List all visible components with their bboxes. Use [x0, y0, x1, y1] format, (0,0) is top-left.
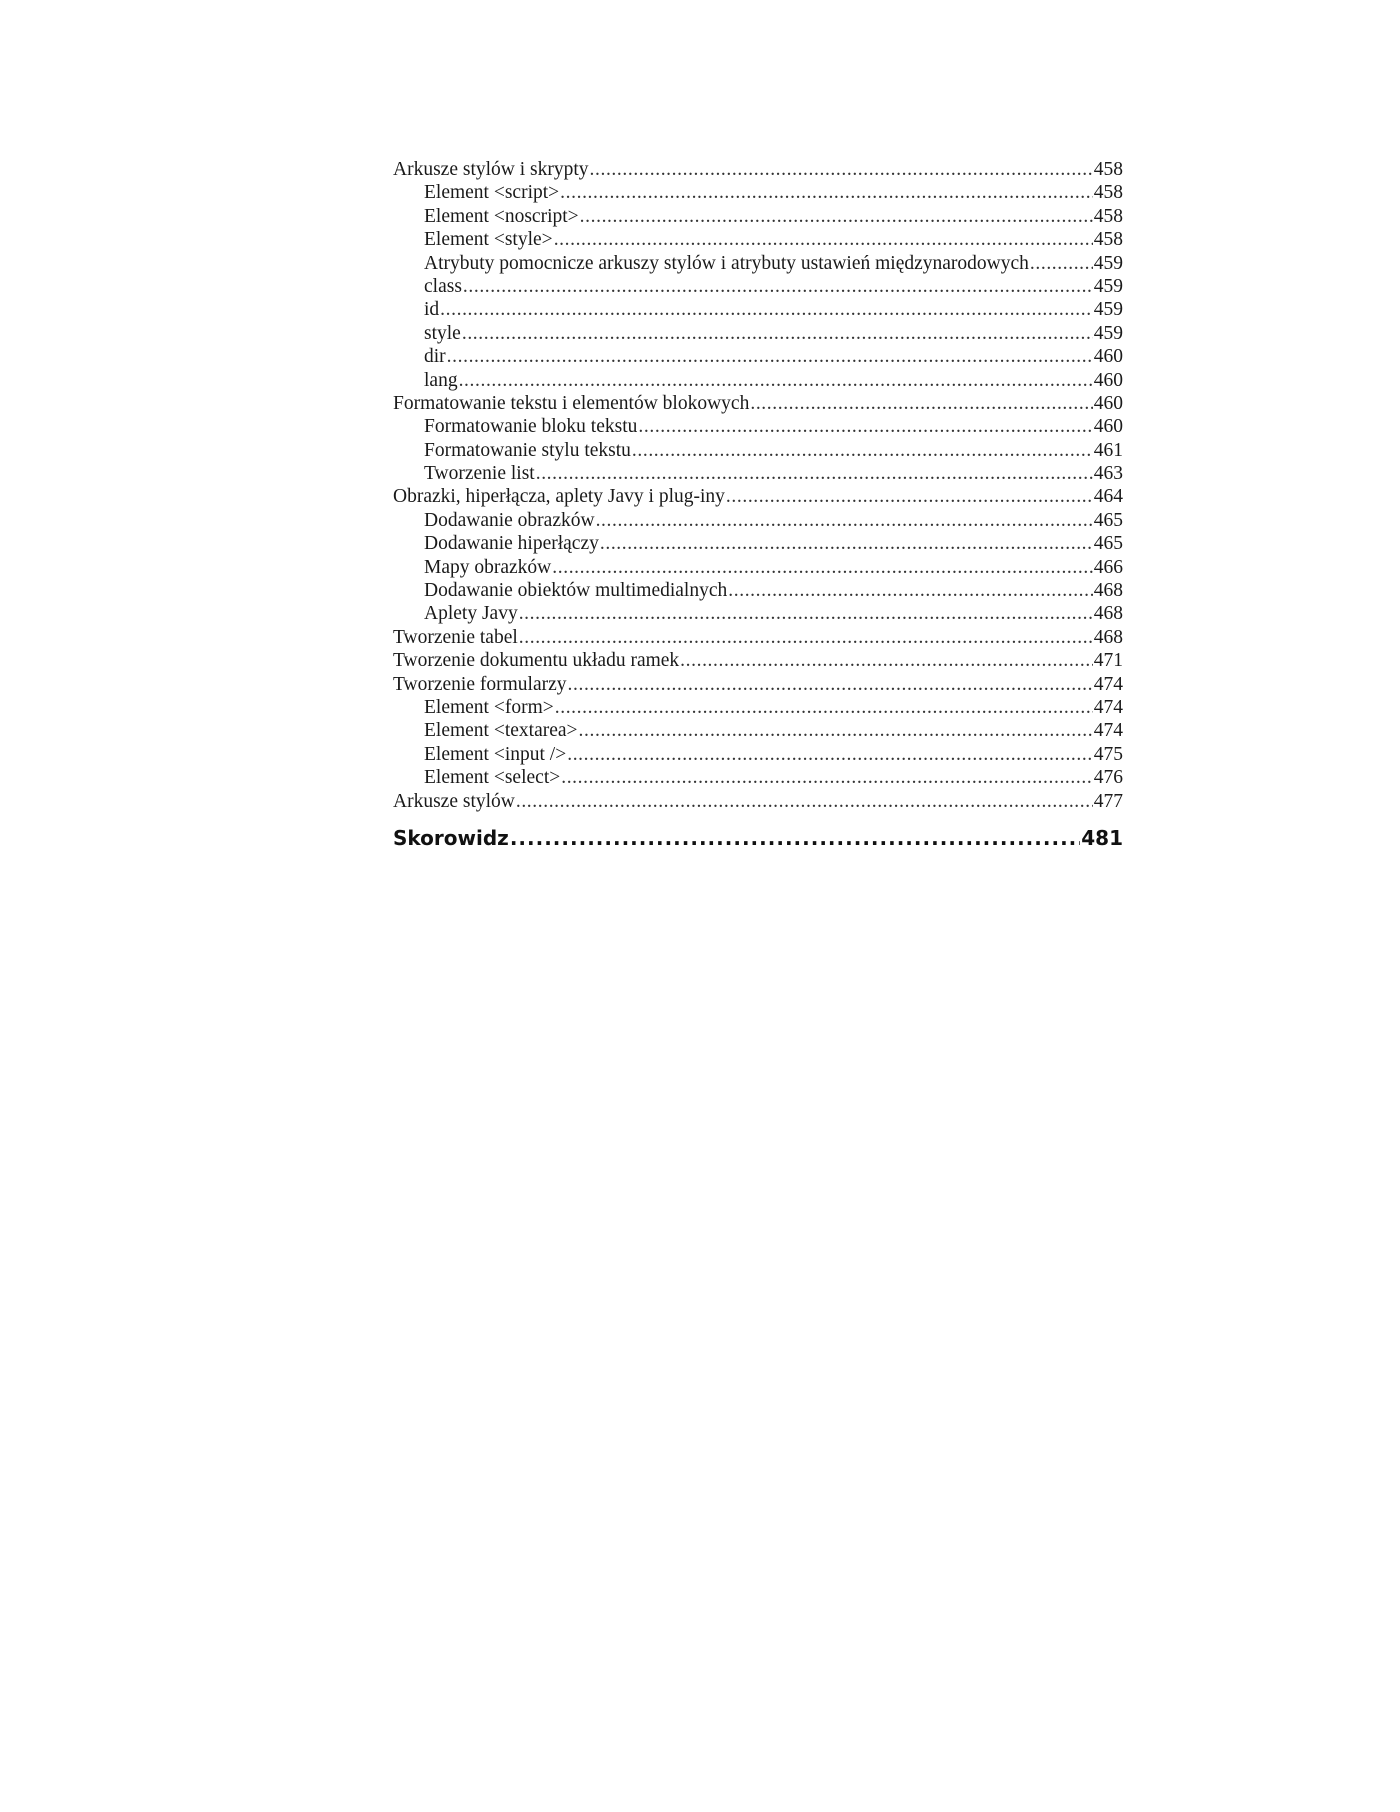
toc-entry-page: 465 — [1093, 509, 1123, 531]
dot-leader — [554, 228, 1093, 251]
toc-entry-page: 459 — [1093, 275, 1123, 297]
toc-entry-title: Element <form> — [424, 696, 554, 718]
toc-entry-page: 474 — [1093, 673, 1123, 695]
toc-entry-page: 468 — [1093, 580, 1123, 602]
dot-leader — [463, 275, 1093, 298]
toc-entry-title: Element <textarea> — [424, 720, 578, 742]
dot-leader — [680, 649, 1093, 672]
toc-entry-title: Tworzenie dokumentu układu ramek — [393, 650, 680, 672]
toc-entry — [393, 579, 1123, 602]
toc-entry-page: 471 — [1093, 650, 1123, 672]
toc-entry — [393, 556, 1123, 579]
toc-entry-title: Tworzenie tabel — [393, 626, 518, 648]
toc-entry — [393, 392, 1123, 415]
dot-leader — [462, 322, 1093, 345]
toc-entry — [393, 298, 1123, 321]
toc-entry — [393, 181, 1123, 204]
table-of-contents — [393, 158, 1123, 852]
toc-entry-title: Element <style> — [424, 229, 553, 251]
dot-leader — [552, 556, 1092, 579]
toc-entry-title: Aplety Javy — [424, 603, 518, 625]
toc-entry — [393, 766, 1123, 789]
dot-leader — [580, 205, 1093, 228]
dot-leader — [561, 766, 1093, 789]
toc-entry — [393, 626, 1123, 649]
toc-entry — [393, 415, 1123, 438]
toc-entry — [393, 790, 1123, 813]
toc-entry-page: 474 — [1093, 696, 1123, 718]
toc-entry — [393, 228, 1123, 251]
toc-entry-title: Tworzenie list — [424, 463, 535, 485]
toc-entry-title: Arkusze stylów — [393, 790, 515, 812]
dot-leader — [590, 158, 1093, 181]
toc-entry-title: Dodawanie obiektów multimedialnych — [424, 580, 728, 602]
toc-entry — [393, 485, 1123, 508]
toc-entry-page: 458 — [1093, 159, 1123, 180]
dot-leader — [440, 298, 1093, 321]
dot-leader — [516, 790, 1093, 813]
dot-leader — [447, 345, 1093, 368]
toc-entry-title: Dodawanie obrazków — [424, 509, 595, 531]
toc-entry-page: 468 — [1093, 626, 1123, 648]
toc-entry — [393, 743, 1123, 766]
dot-leader — [567, 743, 1093, 766]
toc-entry — [393, 158, 1123, 181]
toc-entry-page: 459 — [1093, 299, 1123, 321]
toc-entry-page: 474 — [1093, 720, 1123, 742]
toc-entry-page: 460 — [1093, 392, 1123, 414]
toc-entry-title: Dodawanie hiperłączy — [424, 533, 599, 555]
toc-entry-title: Formatowanie bloku tekstu — [424, 416, 638, 438]
toc-entry-page: 477 — [1093, 790, 1123, 812]
toc-entry-page: 458 — [1093, 229, 1123, 251]
toc-entry-title: id — [424, 299, 440, 321]
dot-leader — [1030, 252, 1093, 275]
toc-entry-page: 468 — [1093, 603, 1123, 625]
toc-entry-page: 465 — [1093, 533, 1123, 555]
toc-entry-title: Mapy obrazków — [424, 556, 552, 578]
toc-entry-title: Element <script> — [424, 182, 560, 204]
dot-leader — [600, 532, 1093, 555]
toc-entry — [393, 369, 1123, 392]
toc-entry — [393, 673, 1123, 696]
toc-entry — [393, 509, 1123, 532]
toc-entry-title: Element <input /> — [424, 743, 567, 765]
dot-leader — [632, 439, 1093, 462]
toc-entry-title: Obrazki, hiperłącza, aplety Javy i plug-iny — [393, 486, 725, 508]
toc-entry-title: dir — [424, 346, 446, 368]
toc-entry-page: 464 — [1093, 486, 1123, 508]
toc-entry-page: 475 — [1093, 743, 1123, 765]
toc-entry-title: Formatowanie tekstu i elementów blokowych — [393, 392, 750, 414]
toc-entry-title: Element <select> — [424, 767, 561, 789]
dot-leader — [726, 485, 1093, 508]
toc-entry-page: 459 — [1093, 322, 1123, 344]
dot-leader — [596, 509, 1093, 532]
toc-entry-page: 481 — [1081, 825, 1123, 850]
toc-entry — [393, 205, 1123, 228]
toc-entry-page: 476 — [1093, 767, 1123, 789]
toc-entry-page: 460 — [1093, 369, 1123, 391]
toc-entry-title: Tworzenie formularzy — [393, 673, 567, 695]
toc-index-entry — [393, 824, 1123, 852]
dot-leader — [579, 719, 1093, 742]
dot-leader — [555, 696, 1093, 719]
toc-entry — [393, 275, 1123, 298]
toc-entry-title: Atrybuty pomocnicze arkuszy stylów i atrybuty ustawień międzynarodowych — [424, 252, 1029, 274]
toc-entry-title: Skorowidz — [393, 825, 509, 850]
dot-leader — [560, 181, 1093, 204]
toc-entry — [393, 719, 1123, 742]
toc-entry-page: 458 — [1093, 205, 1123, 227]
toc-entry-title: class — [424, 275, 462, 297]
toc-entry-page: 460 — [1093, 416, 1123, 438]
toc-entry-title: Element <noscript> — [424, 205, 579, 227]
toc-entry-page: 459 — [1093, 252, 1123, 274]
toc-entry — [393, 462, 1123, 485]
toc-entry — [393, 649, 1123, 672]
toc-entry-list — [393, 158, 1123, 813]
dot-leader — [568, 673, 1093, 696]
toc-entry-page: 463 — [1093, 463, 1123, 485]
toc-entry — [393, 252, 1123, 275]
dot-leader — [750, 392, 1092, 415]
toc-entry-page: 458 — [1093, 182, 1123, 204]
dot-leader — [519, 626, 1093, 649]
toc-entry — [393, 322, 1123, 345]
dot-leader — [519, 602, 1093, 625]
toc-entry — [393, 439, 1123, 462]
toc-entry-title: style — [424, 322, 461, 344]
toc-entry — [393, 602, 1123, 625]
dot-leader — [728, 579, 1092, 602]
toc-entry-title: lang — [424, 369, 458, 391]
toc-entry-page: 460 — [1093, 346, 1123, 368]
dot-leader — [510, 824, 1080, 852]
dot-leader — [638, 415, 1092, 438]
toc-entry — [393, 532, 1123, 555]
dot-leader — [459, 369, 1093, 392]
toc-entry — [393, 696, 1123, 719]
toc-entry-page: 466 — [1093, 556, 1123, 578]
toc-entry — [393, 345, 1123, 368]
toc-entry-title: Formatowanie stylu tekstu — [424, 439, 631, 461]
toc-entry-page: 461 — [1093, 439, 1123, 461]
toc-entry-title: Arkusze stylów i skrypty — [393, 159, 589, 180]
dot-leader — [536, 462, 1093, 485]
